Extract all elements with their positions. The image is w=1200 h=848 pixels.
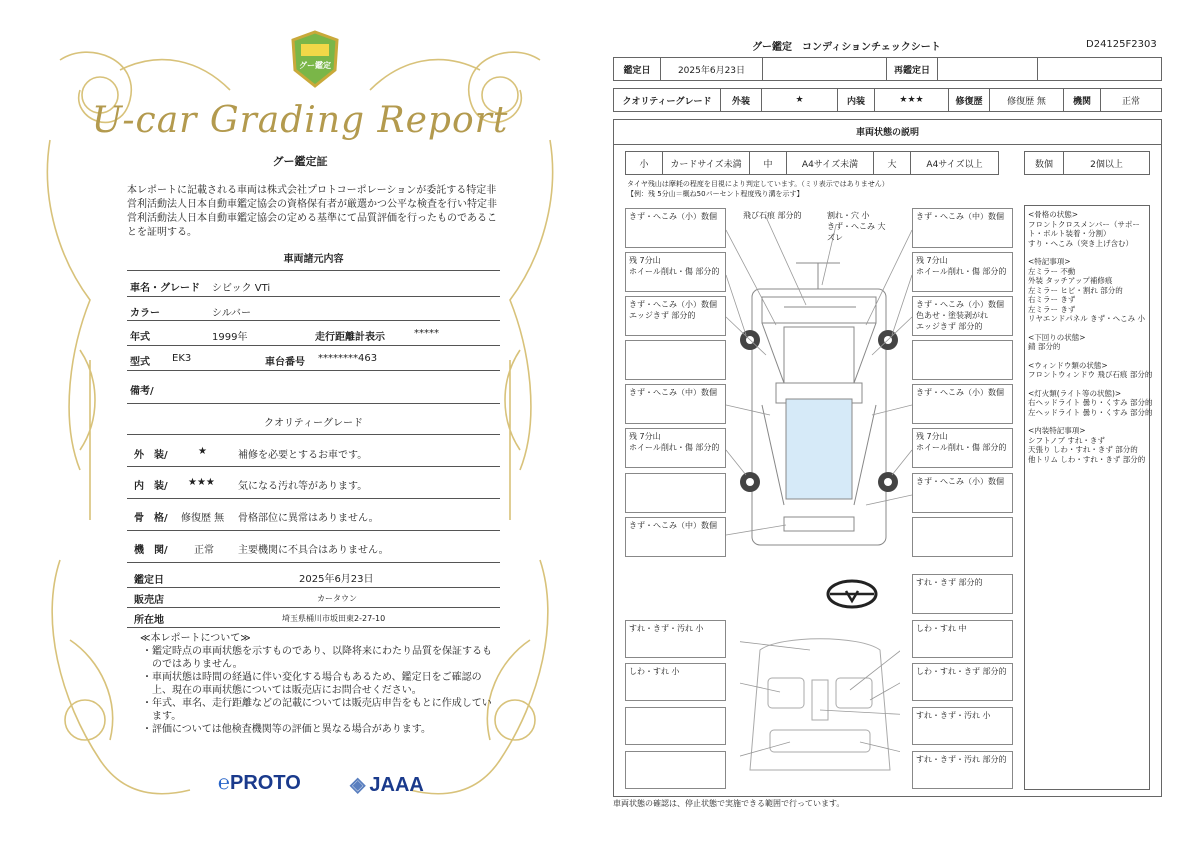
size-mid: 中 xyxy=(749,151,787,175)
empty-box xyxy=(625,473,726,513)
damage-box: すれ・きず 部分的 xyxy=(912,574,1013,614)
divider xyxy=(127,530,500,531)
empty-box xyxy=(912,340,1013,380)
condition-heading: 車両状態の説明 xyxy=(613,119,1162,145)
divider xyxy=(127,466,500,467)
damage-box: きず・へこみ（小）数個 エッジきず 部分的 xyxy=(625,296,726,336)
condition-group xyxy=(1028,361,1153,380)
inspect-date-label: 鑑定日 xyxy=(613,57,661,81)
damage-box: きず・へこみ（小）数個 xyxy=(912,384,1013,424)
inspect-date-value: 2025年6月23日 xyxy=(660,57,763,81)
size-mid-desc: A4サイズ未満 xyxy=(786,151,874,175)
tire-box: 残 7分山 ホイール削れ・傷 部分的 xyxy=(625,428,726,468)
engine-label: 機関 xyxy=(1063,88,1101,112)
size-large-desc: A4サイズ以上 xyxy=(910,151,999,175)
exterior-grade: ★ xyxy=(198,446,207,457)
divider xyxy=(127,345,500,346)
condition-line: 錆 部分的 xyxy=(1028,342,1061,351)
damage-box: しわ・すれ 小 xyxy=(625,663,726,701)
condition-head: <骨格の状態> xyxy=(1028,210,1079,219)
quality-heading: クオリティーグレード xyxy=(264,418,363,429)
blank-cell xyxy=(1037,57,1162,81)
condition-head: <下回りの状態> xyxy=(1028,332,1086,342)
car-interior-diagram xyxy=(740,630,900,780)
sheet-title: グー鑑定 コンディションチェックシート xyxy=(752,42,941,53)
note-item: ・鑑定時点の車両状態を示すものであり、以降将来にわたり品質を保証するものではありません。 xyxy=(142,646,492,670)
model-value: EK3 xyxy=(172,353,192,364)
damage-box: しわ・すれ 中 xyxy=(912,620,1013,658)
divider xyxy=(127,270,500,271)
condition-line: リヤエンドパネル きず・へこみ 小 xyxy=(1028,314,1145,323)
sheet-id: D24125F2303 xyxy=(1086,39,1157,50)
steering-wheel-icon xyxy=(826,577,878,611)
ext-value: ★ xyxy=(761,88,838,112)
report-title: U-car Grading Report xyxy=(91,100,509,141)
empty-box xyxy=(625,751,726,789)
condition-line: 天張り しわ・すれ・きず 部分的 xyxy=(1028,445,1138,454)
condition-head: <特記事項> xyxy=(1028,257,1071,266)
divider xyxy=(127,607,500,608)
count-label: 数個 xyxy=(1024,151,1064,175)
divider xyxy=(127,403,500,404)
divider xyxy=(127,498,500,499)
model-label: 型式 xyxy=(130,357,150,368)
jaaa-logo: ◈ JAAA xyxy=(350,774,424,796)
condition-head: <灯火類(ライト等の状態)> xyxy=(1028,388,1122,398)
exterior-desc: 補修を必要とするお車です。 xyxy=(238,450,368,461)
divider xyxy=(127,296,500,297)
note-item: ・評価については他検査機関等の評価と異なる場合があります。 xyxy=(142,724,431,735)
engine-label: 機 関/ xyxy=(134,545,168,556)
condition-group xyxy=(1028,210,1153,248)
tire-box: 残 7分山 ホイール削れ・傷 部分的 xyxy=(912,428,1013,468)
damage-box: すれ・きず・汚れ 小 xyxy=(912,707,1013,745)
mileage-label: 走行距離計表示 xyxy=(315,332,385,343)
proto-logo-text: PROTO xyxy=(230,772,301,794)
badge-text: グー鑑定 xyxy=(299,61,331,70)
condition-line: シフトノブ すれ・きず xyxy=(1028,435,1105,445)
divider xyxy=(127,587,500,588)
condition-line: 外装 タッチアップ補修痕 xyxy=(1028,276,1113,285)
size-large: 大 xyxy=(873,151,911,175)
condition-line: 左ヘッドライト 曇り・くすみ 部分的 xyxy=(1028,407,1153,417)
damage-box: きず・へこみ（中）数個 xyxy=(625,517,726,557)
divider xyxy=(127,562,500,563)
car-name-value: シビック VTi xyxy=(212,283,271,294)
interior-label: 内 装/ xyxy=(134,481,168,492)
interior-desc: 気になる汚れ等があります。 xyxy=(238,481,368,492)
address-label: 所在地 xyxy=(134,615,164,626)
spec-heading: 車両諸元内容 xyxy=(283,254,344,265)
empty-box xyxy=(912,517,1013,557)
damage-note: 飛び石痕 部分的 xyxy=(743,211,802,220)
frame-grade: 修復歴 無 xyxy=(181,513,225,524)
quality-label: クオリティーグレード xyxy=(613,88,721,112)
tire-note-2: 【例：残 5分山＝概ね50パーセント程度残り溝を示す】 xyxy=(627,190,804,198)
size-small-desc: カードサイズ未満 xyxy=(662,151,750,175)
damage-box: すれ・きず・汚れ 部分的 xyxy=(912,751,1013,789)
note-item: ・年式、車名、走行距離などの記載については販売店申告をもとに作成しています。 xyxy=(142,698,492,722)
chassis-value: ********463 xyxy=(318,353,378,364)
exterior-label: 外 装/ xyxy=(134,450,168,461)
divider xyxy=(127,627,500,628)
frame-label: 骨 格/ xyxy=(134,513,168,524)
condition-list xyxy=(1028,210,1153,473)
int-label: 内装 xyxy=(837,88,875,112)
sheet-footer: 車両状態の確認は、停止状態で実施できる範囲で行っています。 xyxy=(613,799,845,808)
condition-group xyxy=(1028,426,1153,464)
condition-group xyxy=(1028,333,1153,352)
condition-line: 右ヘッドライト 曇り・くすみ 部分的 xyxy=(1028,398,1153,407)
jaaa-logo-text: JAAA xyxy=(369,774,424,796)
frame-desc: 骨格部位に異常はありません。 xyxy=(238,513,379,524)
date-label: 鑑定日 xyxy=(134,575,164,586)
size-small: 小 xyxy=(625,151,663,175)
goo-kantei-badge xyxy=(289,30,341,88)
condition-line: 左ミラー 不動 xyxy=(1028,266,1076,276)
color-label: カラー xyxy=(130,308,160,319)
damage-box: しわ・すれ・きず 部分的 xyxy=(912,663,1013,701)
engine-desc: 主要機関に不具合はありません。 xyxy=(238,545,389,556)
reinspect-value xyxy=(937,57,1038,81)
report-notes xyxy=(140,632,500,736)
dealer-label: 販売店 xyxy=(134,595,164,606)
divider xyxy=(127,434,500,435)
condition-line: すり・へこみ（突き上げ含む） xyxy=(1028,238,1133,248)
mileage-value: ***** xyxy=(414,328,439,339)
damage-box: きず・へこみ（小）数個 色あせ・塗装剥がれ エッジきず 部分的 xyxy=(912,296,1013,336)
repair-label: 修復歴 xyxy=(948,88,990,112)
engine-grade: 正常 xyxy=(194,545,214,556)
empty-box xyxy=(625,340,726,380)
damage-box: すれ・きず・汚れ 小 xyxy=(625,620,726,658)
note-item: ・車両状態は時間の経過に伴い変化する場合もあるため、鑑定日をご確認の上、現在の車両状態については販売店にお問合せください。 xyxy=(142,672,482,696)
condition-line: 他トリム しわ・すれ・きず 部分的 xyxy=(1028,454,1146,464)
empty-box xyxy=(625,707,726,745)
certificate-subtitle: グー鑑定証 xyxy=(272,155,328,168)
blank-cell xyxy=(762,57,887,81)
proto-logo: ℮PROTO xyxy=(218,772,301,794)
condition-line: フロントウィンドウ 飛び石痕 部分的 xyxy=(1028,370,1153,379)
damage-box: きず・へこみ（中）数個 xyxy=(912,208,1013,248)
damage-box: きず・へこみ（小）数個 xyxy=(912,473,1013,513)
condition-group xyxy=(1028,389,1153,418)
tire-box: 残 7分山 ホイール削れ・傷 部分的 xyxy=(625,252,726,292)
condition-line: フロントクロスメンバー（サポート・ボルト装着・分割） xyxy=(1028,219,1140,238)
damage-box: きず・へこみ（中）数個 xyxy=(625,384,726,424)
year-label: 年式 xyxy=(130,332,150,343)
address-value: 埼玉県桶川市坂田東2-27-10 xyxy=(282,614,386,623)
condition-line: 左ミラー きず xyxy=(1028,304,1076,314)
dealer-value: カータウン xyxy=(317,594,357,603)
reinspect-label: 再鑑定日 xyxy=(886,57,938,81)
damage-box: きず・へこみ（小）数個 xyxy=(625,208,726,248)
condition-head: <ウィンドウ類の状態> xyxy=(1028,360,1108,370)
date-value: 2025年6月23日 xyxy=(299,574,374,585)
divider xyxy=(127,370,500,371)
certificate-intro: 本レポートに記載される車両は株式会社プロトコーポレーションが委託する特定非営利活動法人日本自動車鑑定協会の資格保有者が厳選かつ公平な検査を行い特定非営利活動法人日本自動車鑑定協会の定める基準にて品質評価を行ったものであることを証明する。 xyxy=(127,185,497,238)
car-exterior-diagram xyxy=(726,205,912,565)
interior-grade: ★★★ xyxy=(188,477,215,488)
tire-note-1: タイヤ残山は摩耗の程度を目視により判定しています。（ミリ表示ではありません） xyxy=(627,180,889,188)
chassis-label: 車台番号 xyxy=(265,357,305,368)
remarks-label: 備考/ xyxy=(130,386,154,397)
count-desc: 2個以上 xyxy=(1063,151,1150,175)
notes-heading: ≪本レポートについて≫ xyxy=(140,633,251,644)
year-value: 1999年 xyxy=(212,332,248,343)
condition-line: 右ミラー きず xyxy=(1028,295,1076,304)
divider xyxy=(127,320,500,321)
condition-head: <内装特記事項> xyxy=(1028,426,1086,435)
damage-note: 割れ・穴 小 きず・へこみ 大 ズレ xyxy=(827,211,886,242)
car-name-label: 車名・グレード xyxy=(130,283,200,294)
condition-group xyxy=(1028,257,1153,324)
condition-line: 左ミラー ヒビ・割れ 部分的 xyxy=(1028,285,1123,295)
int-value: ★★★ xyxy=(874,88,949,112)
tire-box: 残 7分山 ホイール削れ・傷 部分的 xyxy=(912,252,1013,292)
color-value: シルバー xyxy=(212,308,252,319)
ext-label: 外装 xyxy=(720,88,762,112)
engine-value: 正常 xyxy=(1100,88,1162,112)
repair-value: 修復歴 無 xyxy=(989,88,1064,112)
